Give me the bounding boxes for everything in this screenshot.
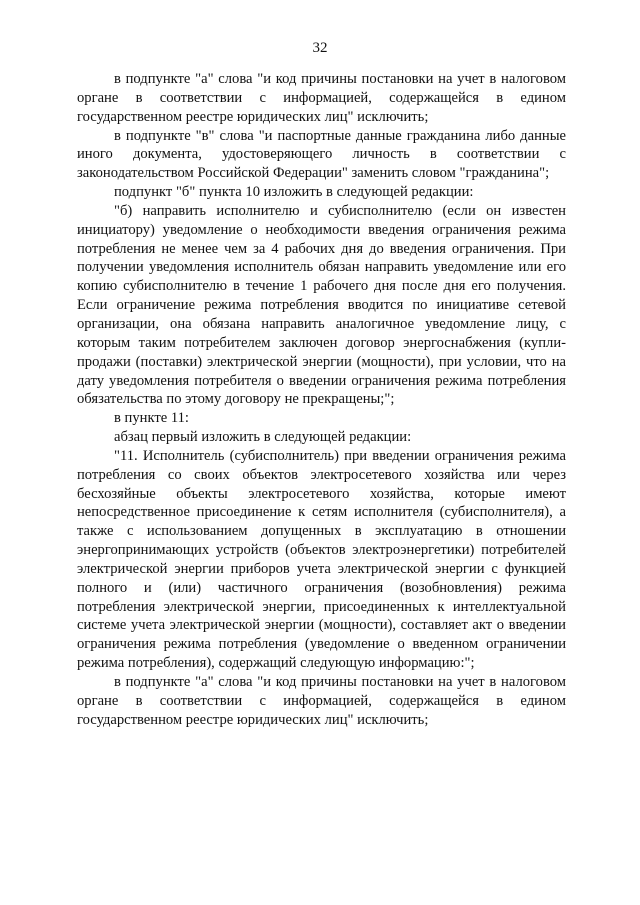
page-number: 32 bbox=[312, 40, 328, 56]
paragraph-item-11-text: "11. Исполнитель (субисполнитель) при введении ограничения режима потребления со своих объектов электросетевого хозяйства или через бесхозяйные объекты электросетевого хозяйства, которые имеют непосредственное присоединение к сетям исполнителя (субисполнителя), а также с использованием допущенных в эксплуатацию в отношении энергопринимающих устройств (объектов электроэнергетики) потребителей электрической энергии приборов учета электрической энергии с функцией полного и (или) частичного ограничения (возобновления) режима потребления электрической энергии, присоединенных к интеллектуальной системе учета электрической энергии (мощности), составляет акт о введении ограничения режима потребления (уведомление о введенном ограничении режима потребления), содержащий следующую информацию:"; bbox=[77, 447, 566, 672]
paragraph-item-10-b-text: "б) направить исполнителю и субисполнителю (если он известен инициатору) уведомление о необходимости введения ограничения режима потребления не менее чем за 4 рабочих дня до введения ограничения. При получении уведомления исполнитель обязан направить уведомление или его копию субисполнителю в течение 1 рабочего дня после дня его получения. Если ограничение режима потребления вводится по инициативе сетевой организации, она обязана направить аналогичное уведомление лицу, с которым таким потребителем заключен договор энергоснабжения (купли-продажи (поставки) электрической энергии (мощности), при условии, что на дату уведомления потребителя о введении ограничения режима потребления обязательства по этому договору не прекращены;"; bbox=[77, 202, 566, 408]
document-body bbox=[77, 70, 566, 730]
paragraph-item-11-intro: в пункте 11: bbox=[114, 410, 189, 427]
paragraph-subitem-a-inn-removal: в подпункте "а" слова "и код причины постановки на учет в налоговом органе в соответствии с информацией, содержащейся в едином государственном реестре юридических лиц" исключить; bbox=[77, 71, 566, 125]
paragraph-subitem-a-inn-removal-2: в подпункте "а" слова "и код причины постановки на учет в налоговом органе в соответствии с информацией, содержащейся в едином государственном реестре юридических лиц" исключить; bbox=[77, 674, 566, 728]
paragraph-item-11-first-para-intro: абзац первый изложить в следующей редакции: bbox=[114, 429, 412, 446]
paragraph-item-10-b-intro: подпункт "б" пункта 10 изложить в следующей редакции: bbox=[114, 184, 474, 201]
paragraph-subitem-v-passport-replace: в подпункте "в" слова "и паспортные данные гражданина либо данные иного документа, удостоверяющего личность в соответствии с законодательством Российской Федерации" заменить словом "гражданина"; bbox=[77, 127, 566, 182]
